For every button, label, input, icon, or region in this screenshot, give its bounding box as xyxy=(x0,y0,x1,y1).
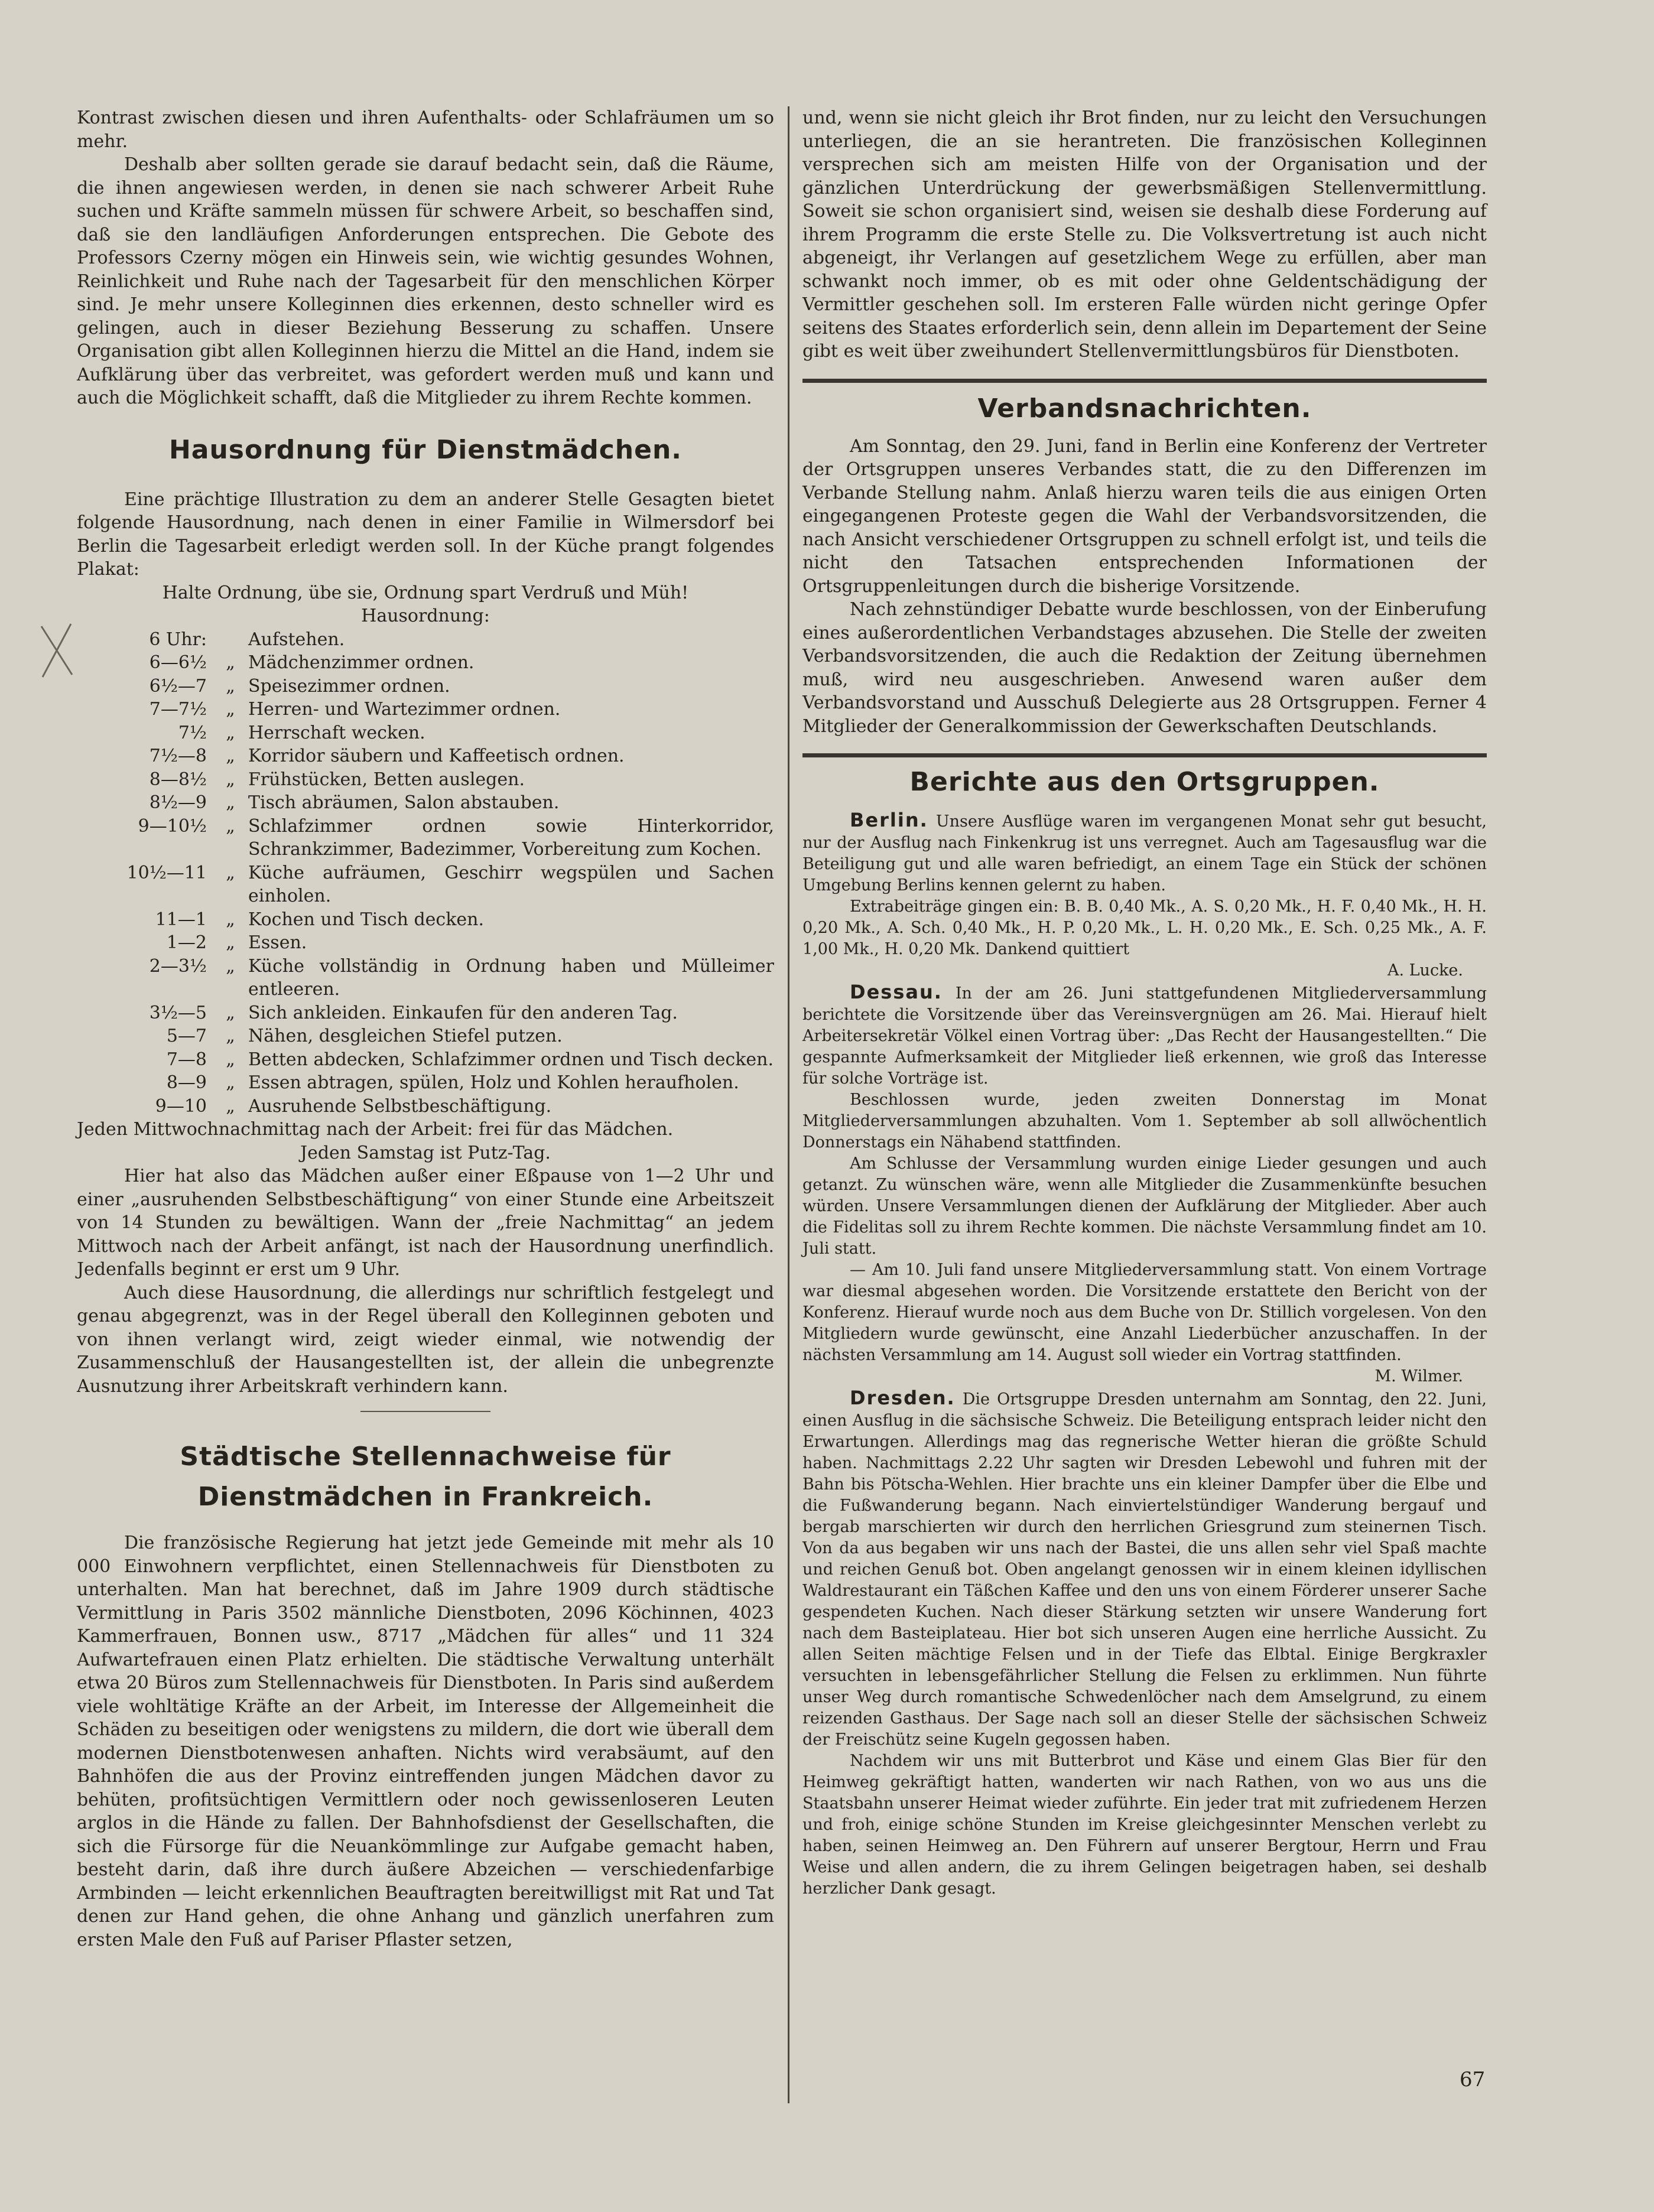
signature-row xyxy=(802,1366,1487,1387)
schedule-time: 9—10½ xyxy=(138,815,207,837)
heading-hausordnung: Hausordnung für Dienstmädchen. xyxy=(168,434,683,465)
signature-wilmer: M. Wilmer. xyxy=(1374,1367,1463,1385)
schedule-title: Hausordnung: xyxy=(361,606,490,626)
schedule-time: 1—2 xyxy=(166,932,207,953)
paragraph-konferenz: Am Sonntag, den 29. Juni, fand in Berlin eine Konferenz der Vertreter der Ortsgruppen unseres Verbandes statt, die zu den Differenzen im Verbande Stellung nahm. Anlaß hierzu waren teils die aus einigen Orten eingegangenen Proteste gegen die Wahl der Verbandsvorsitzenden, die nach Ansicht verschiedener Ortsgruppen zu schnell erfolgt ist, und teils die nicht den Tatsachen entsprechenden Informationen der Ortsgruppenleitungen durch die bisherige Vorsitzende. xyxy=(802,435,1487,597)
schedule-task: Küche vollständig in Ordnung haben und Mülleimer entleeren. xyxy=(248,955,774,1000)
section-divider xyxy=(802,753,1487,757)
schedule-ditto: „ xyxy=(226,792,235,813)
schedule-ditto: „ xyxy=(226,909,235,930)
free-afternoon-line: Jeden Mittwochnachmittag nach der Arbeit: frei für das Mädchen. xyxy=(77,1119,674,1140)
schedule-ditto: „ xyxy=(226,955,235,977)
report-dresden-p2: Nachdem wir uns mit Butterbrot und Käse und einem Glas Bier für den Heimweg gekräftigt hatten, wanderten wir nach Rathen, von wo aus uns die Staatsbahn unserer Heimat wieder zuführte. Ein jeder trat mit zufriedenem Herzen und froh, einige schöne Stunden im Kreise gleichgesinnter Menschen verlebt zu haben, seinen Heimweg an. Den Führern auf unserer Bergtour, Herrn und Frau Weise und allen andern, die zu ihrem Gelingen beigetragen haben, sei deshalb herzlicher Dank gesagt. xyxy=(802,1752,1487,1898)
schedule-time: 7½ xyxy=(178,722,207,743)
schedule-time: 2—3½ xyxy=(149,955,207,977)
heading-berichte: Berichte aus den Ortsgruppen. xyxy=(909,767,1380,797)
schedule-task: Herren- und Wartezimmer ordnen. xyxy=(248,699,561,720)
schedule-ditto: „ xyxy=(226,675,235,697)
paragraph-auch: Auch diese Hausordnung, die allerdings nur schriftlich festgelegt und genau abgegrenzt, was in der Regel überall den Kolleginnen geboten und von ihnen verlangt wird, zeigt wieder einmal, wie notwendig der Zusammenschluß der Hausangestellten ist, der allein die unbegrenzte Ausnutzung ihrer Arbeitskraft verhindern kann. xyxy=(77,1282,774,1397)
pencil-x-mark xyxy=(37,620,78,679)
section-divider xyxy=(802,379,1487,383)
schedule-time: 7—7½ xyxy=(149,699,207,720)
heading-verbandsnachrichten: Verbandsnachrichten. xyxy=(977,393,1312,424)
paragraph-frankreich: Die französische Regierung hat jetzt jede Gemeinde mit mehr als 10 000 Einwohnern verpflichtet, einen Stellennachweis für Dienstboten zu unterhalten. Man hat berechnet, daß im Jahre 1909 durch städtische Vermittlung in Paris 3502 männliche Dienstboten, 2096 Köchinnen, 4023 Kammerfrauen, Bonnen usw., 8717 „Mädchen für alles“ und 11 324 Aufwartefrauen einen Platz erhielten. Die städtische Verwaltung unterhält etwa 20 Büros zum Stellennachweis für Dienstboten. In Paris sind außerdem viele wohltätige Kräfte an der Arbeit, im Interesse der Allgemeinheit die Schäden zu beseitigen oder wenigstens zu mildern, die dort wie überall dem modernen Dienstbotenwesen anhaften. Nichts wird verabsäumt, auf den Bahnhöfen die aus der Provinz eintreffenden jungen Mädchen davor zu behüten, profitsüchtigen Vermittlern oder noch gewissenloseren Leuten arglos in die Hände zu fallen. Der Bahnhofsdienst der Gesellschaften, die sich die Fürsorge für die Neuankömmlinge zur Aufgabe gemacht haben, besteht darin, daß ihre durch äußere Abzeichen — verschiedenfarbige Armbinden — leicht erkennlichen Beauftragten bereitwilligst mit Rat und Tat denen zur Hand gehen, die ohne Anhang und gänzlich unerfahren zum ersten Male den Fuß auf Pariser Pflaster setzen, xyxy=(77,1533,774,1950)
paragraph-intro-continued: Kontrast zwischen diesen und ihren Aufenthalts- oder Schlafräumen um so mehr. xyxy=(77,108,774,152)
schedule-ditto: „ xyxy=(226,815,235,837)
signature-row xyxy=(802,960,1487,981)
paragraph-hier: Hier hat also das Mädchen außer einer Eßpause von 1—2 Uhr und einer „ausruhenden Selbstbeschäftigung“ von einer Stunde eine Arbeitszeit von 14 Stunden zu bewältigen. Wann der „freie Nachmittag“ an jedem Mittwoch nach der Arbeit anfängt, ist nach der Hausordnung unerfindlich. Jedenfalls beginnt er erst um 9 Uhr. xyxy=(77,1166,774,1280)
schedule-task: Nähen, desgleichen Stiefel putzen. xyxy=(248,1026,563,1046)
cleaning-day-line: Jeden Samstag ist Putz-Tag. xyxy=(300,1142,551,1163)
schedule-time: 8—9 xyxy=(166,1072,207,1093)
schedule-task: Betten abdecken, Schlafzimmer ordnen und Tisch decken. xyxy=(248,1049,774,1070)
schedule-task: Herrschaft wecken. xyxy=(248,722,425,743)
place-dessau: Dessau. xyxy=(850,981,943,1003)
schedule-task: Speisezimmer ordnen. xyxy=(248,675,450,697)
schedule-task: Aufstehen. xyxy=(248,629,345,650)
report-dresden xyxy=(802,1387,1487,1751)
house-schedule xyxy=(77,628,774,1118)
paragraph-hausordnung-intro: Eine prächtige Illustration zu dem an anderer Stelle Gesagten bietet folgende Hausordnung, nach denen in einer Familie in Wilmersdorf bei Berlin die Tagesarbeit erledigt werden soll. In der Küche prangt folgendes Plakat: xyxy=(77,489,774,580)
report-dessau xyxy=(802,981,1487,1089)
schedule-ditto: „ xyxy=(226,699,235,720)
schedule-ditto: „ xyxy=(226,746,235,766)
schedule-time: 8½—9 xyxy=(149,792,207,813)
report-dresden-text: Die Ortsgruppe Dresden unternahm am Sonntag, den 22. Juni, einen Ausflug in die sächsische Schweiz. Die Beteiligung entsprach leider nicht den Erwartungen. Allerdings mag das regnerische Wetter hieran die größte Schuld haben. Nachmittags 2.22 Uhr sagten wir Dresden Lebewohl und fuhren mit der Bahn bis Pötscha-Wehlen. Hier brachte uns ein kleiner Dampfer über die Elbe und die Fußwanderung begann. Nach einviertelstündiger Wanderung bergauf und bergab marschierten wir durch den herrlichen Griesgrund zum steinernen Tisch. Von da aus begaben wir uns nach der Bastei, die uns allen sehr viel Spaß machte und reichen Genuß bot. Oben angelangt genossen wir in einem kleinen idyllischen Waldrestaurant ein Täßchen Kaffee und den uns von einem Förderer unserer Sache gespendeten Kuchen. Nach dieser Stärkung setzten wir unsere Wanderung fort nach dem Basteiplateau. Hier bot sich unseren Augen eine herrliche Aussicht. Zu allen Seiten mächtige Felsen und in der Tiefe das Elbtal. Einige Bergkraxler versuchten in lebensgefährlicher Stellung die Felsen zu erklimmen. Nun führte unser Weg durch romantische Schwedenlöcher nach dem Amselgrund, zu einem reizenden Gasthaus. Der Sage nach soll an dieser Stelle der sächsischen Schweiz der Freischütz seine Kugeln gegossen haben. xyxy=(802,1390,1487,1749)
schedule-time: 10½—11 xyxy=(126,862,207,883)
paragraph-deshalb: Deshalb aber sollten gerade sie darauf bedacht sein, daß die Räume, die ihnen angewiesen werden, in denen sie nach schwerer Arbeit Ruhe suchen und Kräfte sammeln müssen für schwere Arbeit, so beschaffen sind, daß sie den landläufigen Anforderungen entsprechen. Die Gebote des Professors Czerny mögen ein Hinweis sein, wie wichtig gesundes Wohnen, Reinlichkeit und Ruhe nach der Tagesarbeit für den menschlichen Körper sind. Je mehr unsere Kolleginnen dies erkennen, desto schneller wird es gelingen, auch in dieser Beziehung Besserung zu schaffen. Unsere Organisation gibt allen Kolleginnen hierzu die Mittel an die Hand, indem sie Aufklärung über das verbreitet, was gefordert werden muß und kann und auch die Möglichkeit schafft, daß die Mitglieder zu ihrem Rechte kommen. xyxy=(77,154,774,408)
schedule-ditto: „ xyxy=(226,1095,235,1117)
schedule-task: Tisch abräumen, Salon abstauben. xyxy=(248,792,560,813)
signature-lucke: A. Lucke. xyxy=(1387,961,1463,980)
schedule-task: Korridor säubern und Kaffeetisch ordnen. xyxy=(248,746,625,766)
report-berlin-text: Unsere Ausflüge waren im vergangenen Monat sehr gut besucht, nur der Ausflug nach Finkenkrug ist uns verregnet. Auch am Tagesausflug war die Beteiligung gut und alle waren befriedigt, an einem Tage ein Stück der schönen Umgebung Berlins kennen gelernt zu haben. xyxy=(802,812,1487,894)
schedule-ditto: „ xyxy=(226,652,235,673)
heading-stellennachweise: Städtische Stellennachweise für Dienstmädchen in Frankreich. xyxy=(180,1442,671,1512)
schedule-ditto: „ xyxy=(226,769,235,790)
schedule-task: Essen. xyxy=(248,932,307,953)
schedule-time: 3½—5 xyxy=(149,1002,207,1023)
schedule-time: 6—6½ xyxy=(149,652,207,673)
schedule-ditto: „ xyxy=(226,932,235,953)
schedule-task: Sich ankleiden. Einkaufen für den anderen Tag. xyxy=(248,1002,678,1023)
schedule-task: Schlafzimmer ordnen sowie Hinterkorridor, Schrankzimmer, Badezimmer, Vorbereitung zum Kochen. xyxy=(248,815,774,860)
paragraph-beschluss: Nach zehnstündiger Debatte wurde beschlossen, von der Einberufung eines außerordentlichen Verbandstages abzusehen. Die Stelle der zweiten Verbandsvorsitzenden, die auch die Redaktion der Zeitung übernehmen muß, wird neu ausgeschrieben. Anwesend waren außer dem Verbandsvorstand und Ausschuß Delegierte aus 28 Ortsgruppen. Ferner 4 Mitglieder der Generalkommission der Gewerkschaften Deutschlands. xyxy=(802,599,1487,737)
schedule-time: 6½—7 xyxy=(149,675,207,697)
schedule-ditto xyxy=(213,628,248,652)
schedule-time: 9—10 xyxy=(155,1095,207,1117)
schedule-task: Ausruhende Selbstbeschäftigung. xyxy=(248,1095,552,1117)
schedule-ditto: „ xyxy=(226,1002,235,1023)
schedule-time: 7—8 xyxy=(166,1049,207,1070)
schedule-time: 5—7 xyxy=(166,1026,207,1046)
right-column xyxy=(802,106,1487,1899)
column-rule xyxy=(788,106,789,2103)
schedule-task: Mädchenzimmer ordnen. xyxy=(248,652,475,673)
berlin-contributions: Extrabeiträge gingen ein: B. B. 0,40 Mk., A. S. 0,20 Mk., H. F. 0,40 Mk., H. H. 0,20 Mk., A. Sch. 0,40 Mk., H. P. 0,20 Mk., L. H. 0,20 Mk., E. Sch. 0,25 Mk., A. F. 1,00 Mk., H. 0,20 Mk. Dankend quittiert xyxy=(802,897,1487,958)
schedule-time: 6 Uhr: xyxy=(149,629,207,650)
schedule-time: 8—8½ xyxy=(149,769,207,790)
place-berlin: Berlin. xyxy=(850,809,928,831)
schedule-ditto: „ xyxy=(226,1072,235,1093)
report-dessau-p4: — Am 10. Juli fand unsere Mitgliederversammlung statt. Von einem Vortrage war diesmal abgesehen worden. Die Vorsitzende erstattete den Bericht von der Konferenz. Hierauf wurde noch aus dem Buche von Dr. Stillich vorgelesen. Von den Mitgliedern wurde gewünscht, eine Anzahl Liederbücher anzuschaffen. In der nächsten Versammlung am 14. August soll wieder ein Vortrag stattfinden. xyxy=(802,1261,1487,1364)
schedule-task: Kochen und Tisch decken. xyxy=(248,909,484,930)
schedule-task: Essen abtragen, spülen, Holz und Kohlen heraufholen. xyxy=(248,1072,739,1093)
place-dresden: Dresden. xyxy=(850,1387,956,1409)
schedule-ditto: „ xyxy=(226,862,235,883)
schedule-time: 11—1 xyxy=(155,909,207,930)
schedule-time: 7½—8 xyxy=(149,746,207,766)
schedule-ditto: „ xyxy=(226,722,235,743)
page-number: 67 xyxy=(1460,2068,1486,2091)
schedule-ditto: „ xyxy=(226,1049,235,1070)
report-dessau-p3: Am Schlusse der Versammlung wurden einige Lieder gesungen und auch getanzt. Zu wünschen wäre, wenn alle Mitglieder die Zusammenkünfte besuchen würden. Unsere Versammlungen dienen der Aufklärung der Mitglieder. Aber auch die Fidelitas soll zu ihrem Rechte kommen. Die nächste Versammlung findet am 10. Juli statt. xyxy=(802,1154,1487,1258)
paragraph-frankreich-continued: und, wenn sie nicht gleich ihr Brot finden, nur zu leicht den Versuchungen unterliegen, die an sie herantreten. Die französischen Kolleginnen versprechen sich am meisten Hilfe von der Organisation und der gänzlichen Unterdrückung der gewerbsmäßigen Stellenvermittlung. Soweit sie schon organisiert sind, weisen sie deshalb diese Forderung auf ihrem Programm die erste Stelle zu. Die Volksvertretung ist auch nicht abgeneigt, ihr Verlangen auf gesetzlichem Wege zu erfüllen, aber man schwankt noch immer, ob es mit oder ohne Geldentschädigung der Vermittler geschehen soll. Im ersteren Falle würden nicht geringe Opfer seitens des Staates erforderlich sein, denn allein im Departement der Seine gibt es weit über zweihundert Stellenvermittlungsbüros für Dienstboten. xyxy=(802,108,1487,362)
schedule-task: Frühstücken, Betten auslegen. xyxy=(248,769,525,790)
kitchen-motto: Halte Ordnung, übe sie, Ordnung spart Verdruß und Müh! xyxy=(162,582,689,603)
report-dessau-text: In der am 26. Juni stattgefundenen Mitgliederversammlung berichtete die Vorsitzende über das Vereinsvergnügen am 26. Mai. Hierauf hielt Arbeitersekretär Völkel einen Vortrag über: „Das Recht der Hausangestellten.“ Die gespannte Aufmerksamkeit der Mitglieder ließ erkennen, wie groß das Interesse für solche Vorträge ist. xyxy=(802,984,1487,1088)
left-column xyxy=(77,106,774,1951)
report-berlin xyxy=(802,809,1487,896)
schedule-ditto: „ xyxy=(226,1026,235,1046)
section-divider xyxy=(360,1411,490,1412)
schedule-task: Küche aufräumen, Geschirr wegspülen und Sachen einholen. xyxy=(248,862,774,906)
report-dessau-p2: Beschlossen wurde, jeden zweiten Donnerstag im Monat Mitgliederversammlungen abzuhalten. Vom 1. September ab soll allwöchentlich Donnerstags ein Nähabend stattfinden. xyxy=(802,1091,1487,1151)
